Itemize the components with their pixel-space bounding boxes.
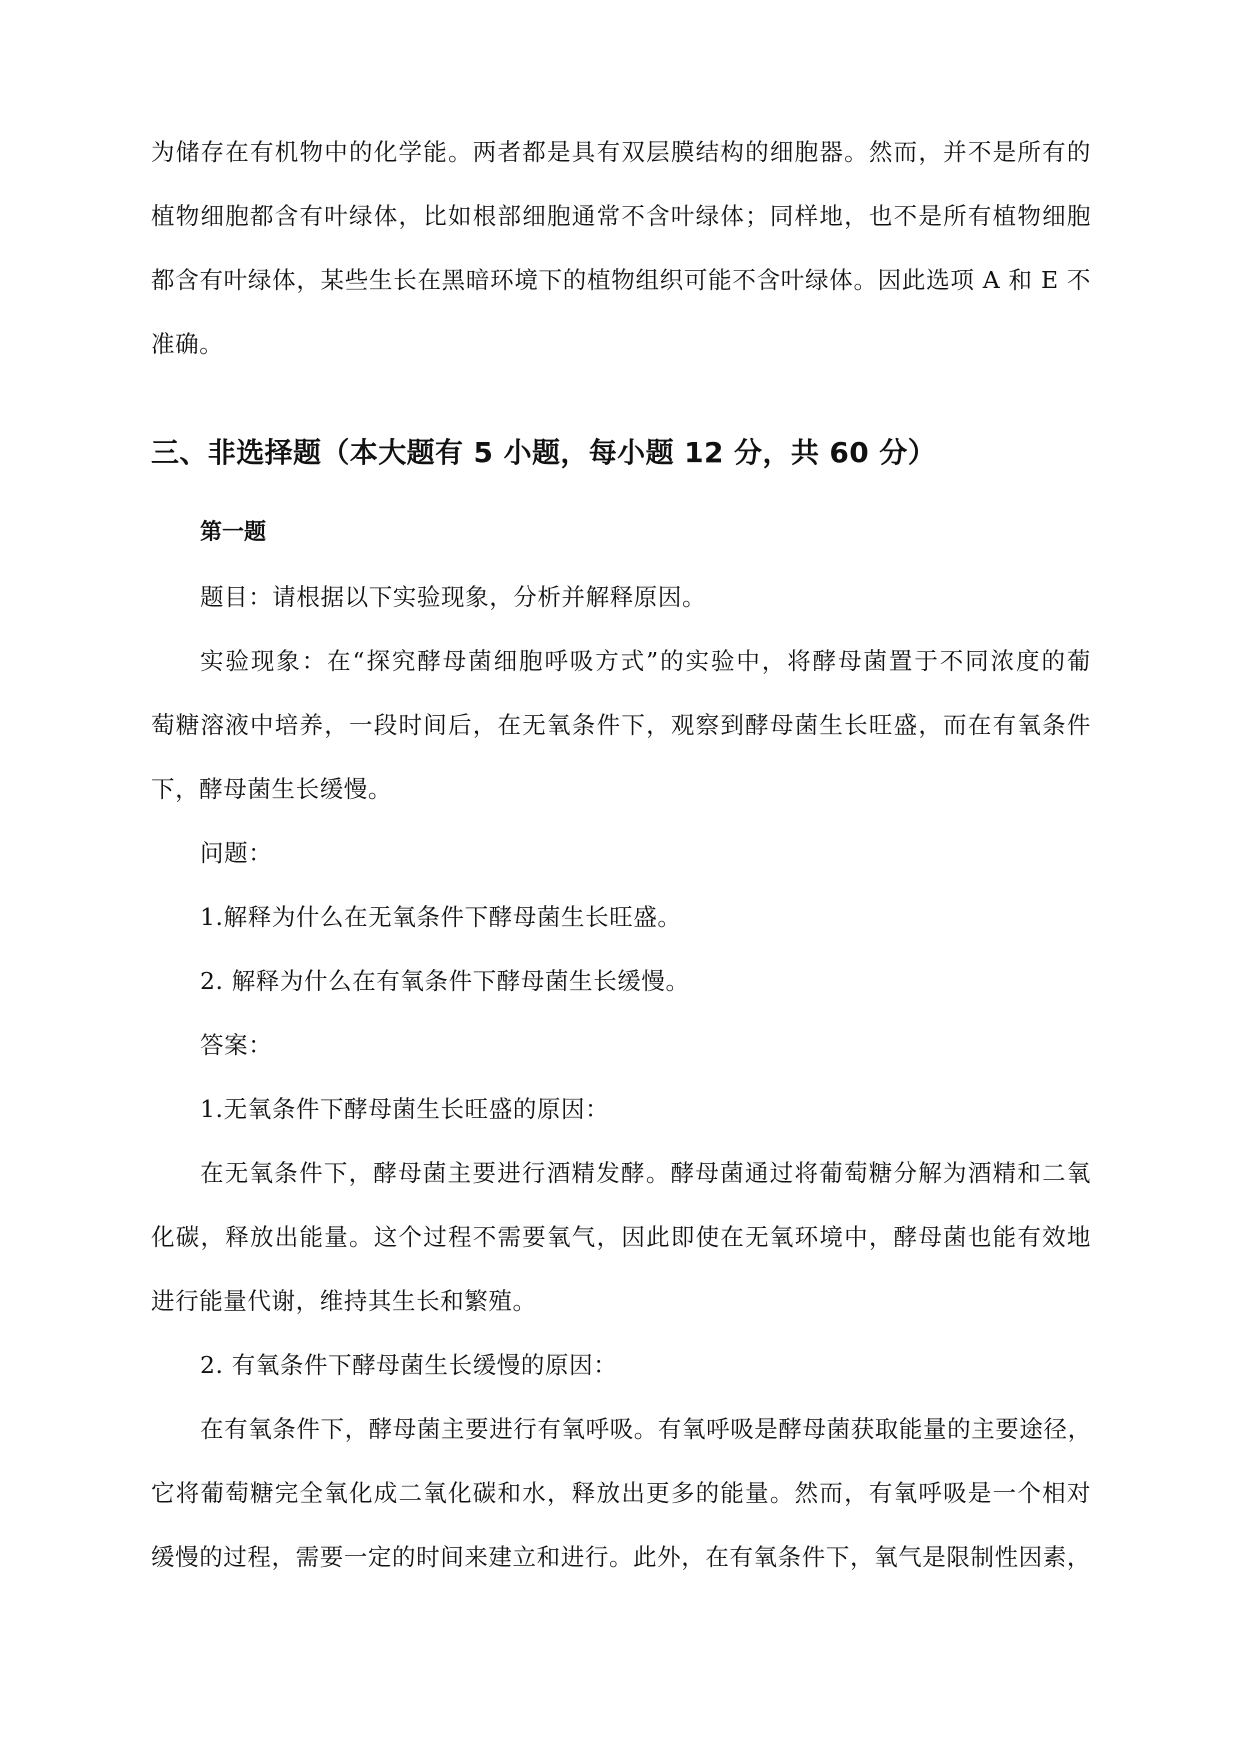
answer-item-1-title: 1.无氧条件下酵母菌生长旺盛的原因： <box>200 1095 610 1123</box>
phenomenon-line-3: 下，酵母菌生长缓慢。 <box>151 775 392 803</box>
answer-item-2-line-2: 它将葡萄糖完全氧化成二氧化碳和水，释放出更多的能量。然而，有氧呼吸是一个相对 <box>151 1479 1091 1507</box>
problem-1: 1.解释为什么在无氧条件下酵母菌生长旺盛。 <box>200 903 682 931</box>
answer-item-1-line-2: 化碳，释放出能量。这个过程不需要氧气，因此即使在无氧环境中，酵母菌也能有效地 <box>151 1223 1091 1251</box>
problems-label: 问题： <box>200 839 273 867</box>
answer-item-1-line-1: 在无氧条件下，酵母菌主要进行酒精发酵。酵母菌通过将葡萄糖分解为酒精和二氧 <box>200 1159 1091 1187</box>
problem-2: 2. 解释为什么在有氧条件下酵母菌生长缓慢。 <box>200 967 690 995</box>
question-prompt: 题目：请根据以下实验现象，分析并解释原因。 <box>200 583 707 611</box>
intro-text-line-3: 都含有叶绿体，某些生长在黑暗环境下的植物组织可能不含叶绿体。因此选项 A 和 E 不 <box>151 266 1091 294</box>
question-title: 第一题 <box>200 520 267 545</box>
section-heading: 三、非选择题（本大题有 5 小题，每小题 12 分，共 60 分） <box>151 436 937 469</box>
answer-item-1-line-3: 进行能量代谢，维持其生长和繁殖。 <box>151 1287 537 1315</box>
answer-item-2-line-1: 在有氧条件下，酵母菌主要进行有氧呼吸。有氧呼吸是酵母菌获取能量的主要途径， <box>200 1415 1092 1443</box>
answer-item-2-title: 2. 有氧条件下酵母菌生长缓慢的原因： <box>200 1351 618 1379</box>
phenomenon-line-2: 萄糖溶液中培养，一段时间后，在无氧条件下，观察到酵母菌生长旺盛，而在有氧条件 <box>151 711 1091 739</box>
answer-item-2-line-3: 缓慢的过程，需要一定的时间来建立和进行。此外，在有氧条件下，氧气是限制性因素， <box>151 1543 1091 1571</box>
intro-text-line-2: 植物细胞都含有叶绿体，比如根部细胞通常不含叶绿体；同样地，也不是所有植物细胞 <box>151 202 1091 230</box>
intro-text-line-4: 准确。 <box>151 330 224 358</box>
intro-text-line-1: 为储存在有机物中的化学能。两者都是具有双层膜结构的细胞器。然而，并不是所有的 <box>151 138 1091 166</box>
answer-label: 答案： <box>200 1031 273 1059</box>
phenomenon-line-1: 实验现象：在“探究酵母菌细胞呼吸方式”的实验中，将酵母菌置于不同浓度的葡 <box>200 647 1091 675</box>
